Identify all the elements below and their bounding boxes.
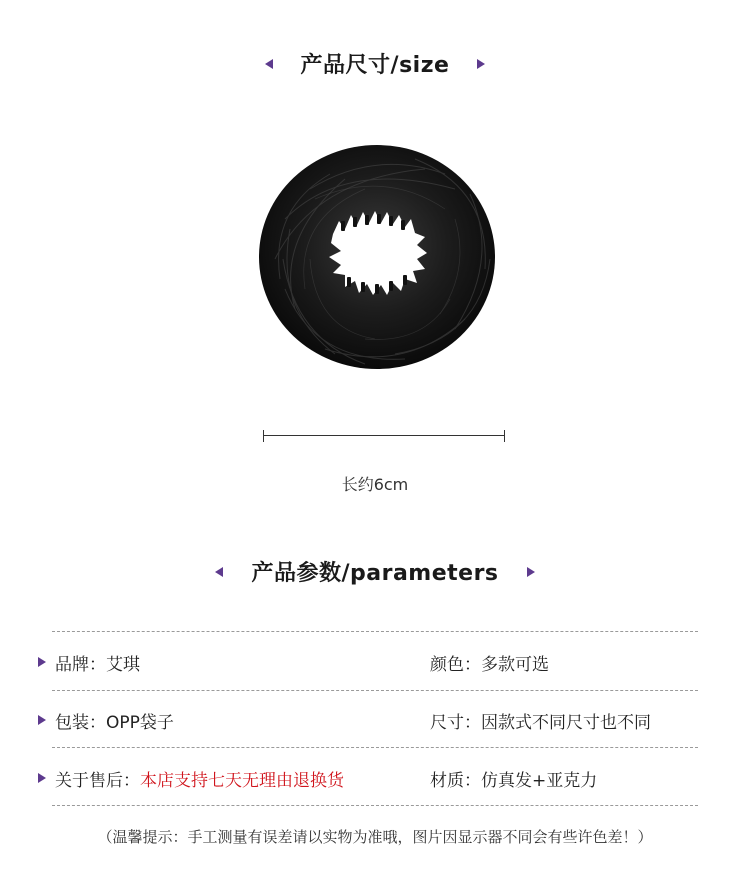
param-value-highlight: 本店支持七天无理由退换货 <box>140 770 344 791</box>
measurement-tip: （温馨提示：手工测量有误差请以实物为准哦，图片因显示器不同会有些许色差！） <box>97 828 653 846</box>
param-value: 因款式不同尺寸也不同 <box>481 712 651 733</box>
measurement-label: 长约6cm <box>341 475 409 494</box>
measurement-tick-right <box>504 430 505 442</box>
measurement-tick-left <box>263 430 264 442</box>
param-label: 关于售后： <box>55 770 140 791</box>
param-label: 颜色： <box>430 654 481 675</box>
param-row-aftersale-material <box>0 750 750 806</box>
params-section-header <box>0 556 750 587</box>
param-package <box>38 692 174 748</box>
param-value: 多款可选 <box>481 654 549 675</box>
param-size <box>430 692 651 748</box>
hair-bun-product-image <box>255 139 500 374</box>
param-brand <box>38 634 140 690</box>
measurement-line <box>263 430 505 442</box>
triangle-right-icon <box>477 59 485 69</box>
bullet-triangle-icon <box>38 773 46 783</box>
params-section-title: 产品参数/parameters <box>251 561 499 586</box>
size-section-title: 产品尺寸/size <box>300 53 450 78</box>
param-label: 材质： <box>430 770 481 791</box>
measurement-bar <box>263 435 505 436</box>
dashed-divider <box>52 690 698 691</box>
param-label: 包装： <box>55 712 106 733</box>
dashed-divider <box>52 631 698 632</box>
bullet-triangle-icon <box>38 657 46 667</box>
triangle-left-icon <box>265 59 273 69</box>
param-value: 艾琪 <box>106 654 140 675</box>
param-value: OPP袋子 <box>106 712 174 733</box>
param-after-sale <box>38 750 344 806</box>
param-row-brand-color <box>0 634 750 690</box>
param-value: 仿真发+亚克力 <box>481 770 598 791</box>
triangle-left-icon <box>215 567 223 577</box>
param-label: 尺寸： <box>430 712 481 733</box>
param-label: 品牌： <box>55 654 106 675</box>
param-color <box>430 634 549 690</box>
bullet-triangle-icon <box>38 715 46 725</box>
size-section-header <box>0 48 750 79</box>
triangle-right-icon <box>527 567 535 577</box>
param-material <box>430 750 597 806</box>
param-row-package-size <box>0 692 750 748</box>
